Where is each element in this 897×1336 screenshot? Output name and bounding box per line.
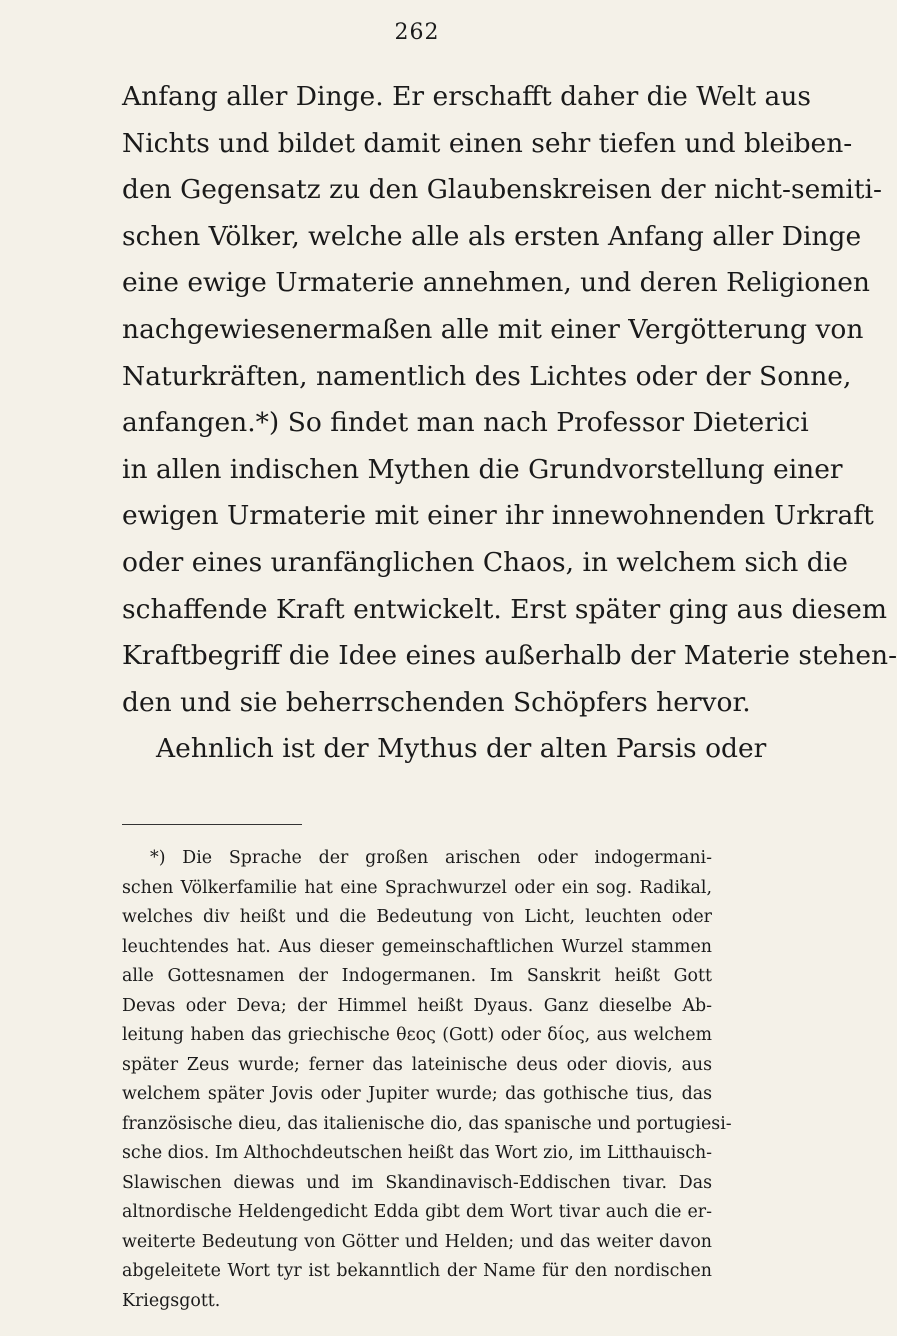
text-line: Kraftbegriff die Idee eines außerhalb der Materie stehen- (122, 640, 897, 672)
footnote-line: alle Gottesnamen der Indogermanen. Im Sanskrit heißt Gott (122, 966, 712, 986)
text-line: schen Völker, welche alle als ersten Anfang aller Dinge (122, 220, 862, 252)
text-line: den und sie beherrschenden Schöpfers hervor. (122, 686, 751, 718)
text-line: schaffende Kraft entwickelt. Erst später ging aus diesem (122, 593, 887, 625)
footnote-line: leuchtendes hat. Aus dieser gemeinschaftlichen Wurzel stammen (122, 936, 712, 957)
main-text (122, 74, 897, 773)
footnote-line: schen Völkerfamilie hat eine Sprachwurzel oder ein sog. Radikal, (122, 877, 712, 898)
text-line: den Gegensatz zu den Glaubenskreisen der nicht-semiti- (122, 174, 882, 206)
footnote-line: welches div heißt und die Bedeutung von Licht, leuchten oder (122, 907, 712, 927)
footnote-divider (122, 824, 302, 825)
text-line: ewigen Urmaterie mit einer ihr innewohnenden Urkraft (122, 500, 874, 532)
footnote-line: altnordische Heldengedicht Edda gibt dem Wort tivar auch die er- (122, 1202, 712, 1222)
footnote-line: Slawischen diewas und im Skandinavisch-Eddischen tivar. Das (122, 1172, 712, 1193)
footnote (122, 844, 732, 1316)
footnote-line: sche dios. Im Althochdeutschen heißt das Wort zio, im Litthauisch- (122, 1143, 713, 1163)
text-line: eine ewige Urmaterie annehmen, und deren Religionen (122, 267, 870, 299)
text-line: Aehnlich ist der Mythus der alten Parsis oder (156, 733, 767, 765)
text-line: anfangen.*) So findet man nach Professor Dieterici (122, 407, 809, 439)
text-line: Anfang aller Dinge. Er erschafft daher die Welt aus (122, 81, 811, 112)
footnote-line: weiterte Bedeutung von Götter und Helden; und das weiter davon (122, 1231, 712, 1252)
text-line: Naturkräften, namentlich des Lichtes oder der Sonne, (122, 360, 852, 392)
footnote-line: Kriegsgott. (122, 1290, 221, 1311)
text-line: in allen indischen Mythen die Grundvorstellung einer (122, 453, 843, 485)
footnote-line: leitung haben das griechische θεος (Gott) oder δίος, aus welchem (122, 1025, 712, 1045)
footnote-line: französische dieu, das italienische dio, das spanische und portugiesi- (122, 1113, 732, 1134)
footnote-line: später Zeus wurde; ferner das lateinische deus oder diovis, aus (122, 1054, 712, 1075)
footnote-line: *) Die Sprache der großen arischen oder indogermani- (150, 848, 712, 868)
footnote-line: welchem später Jovis oder Jupiter wurde; das gothische tius, das (122, 1084, 712, 1104)
footnote-line: Devas oder Deva; der Himmel heißt Dyaus. Ganz dieselbe Ab- (122, 995, 712, 1016)
text-line: oder eines uranfänglichen Chaos, in welchem sich die (122, 546, 848, 578)
page-number: 262 (394, 20, 440, 45)
text-line: nachgewiesenermaßen alle mit einer Vergötterung von (122, 313, 864, 345)
footnote-line: abgeleitete Wort tyr ist bekanntlich der Name für den nordischen (122, 1261, 712, 1281)
text-line: Nichts und bildet damit einen sehr tiefen und bleiben- (122, 127, 853, 159)
